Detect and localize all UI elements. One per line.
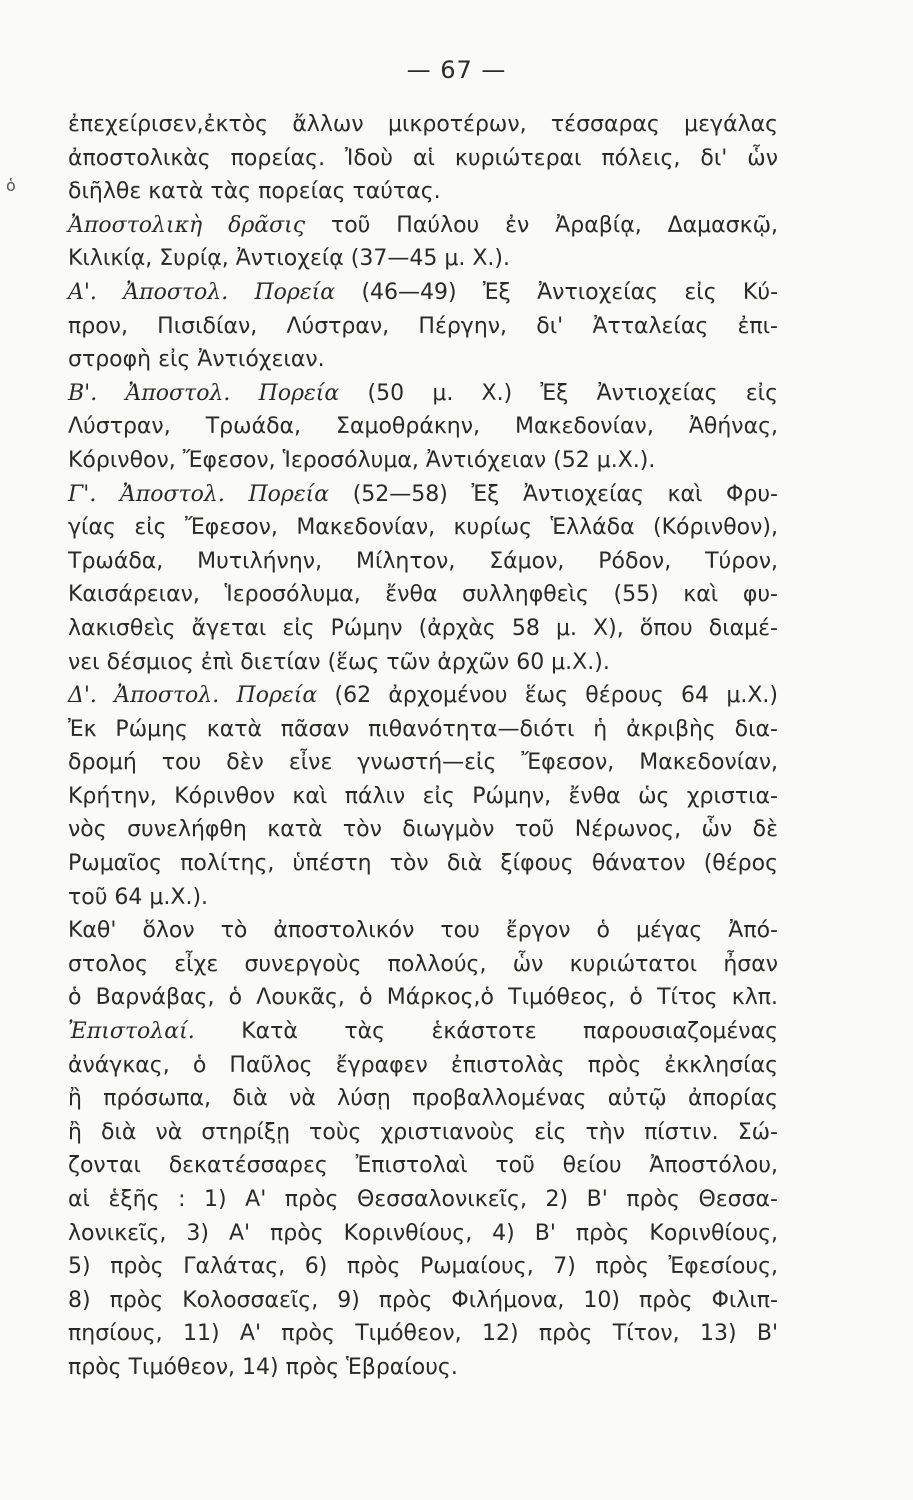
text-line: διῆλθε κατὰ τὰς πορείας ταύτας. (68, 179, 441, 205)
text-line: Καθ' ὅλον τὸ ἀποστολικόν του ἔργον ὁ μέγας Ἀπό- (68, 918, 778, 944)
text-line: Ρωμαῖος πολίτης, ὑπέστη τὸν διὰ ξίφους θάνατον (θέρος (68, 851, 778, 877)
text-line: δρομή του δὲν εἶνε γνωστή—εἰς Ἔφεσον, Μακεδονίαν, (68, 750, 778, 776)
text-line (68, 209, 778, 243)
body-text (68, 108, 778, 1385)
text-line (68, 679, 778, 713)
text-line: ὁ Βαρνάβας, ὁ Λουκᾶς, ὁ Μάρκος,ὁ Τιμόθεος, ὁ Τίτος κλπ. (68, 985, 778, 1011)
text-line: τοῦ 64 μ.Χ.). (68, 884, 209, 910)
text-line: αἱ ἑξῆς : 1) Α' πρὸς Θεσσαλονικεῖς, 2) Β' πρὸς Θεσσα- (68, 1187, 778, 1212)
text-line: λονικεῖς, 3) Α' πρὸς Κορινθίους, 4) Β' πρὸς Κορινθίους, (68, 1220, 778, 1246)
text-line: 8) πρὸς Κολοσσαεῖς, 9) πρὸς Φιλήμονα, 10) πρὸς Φιλιπ- (68, 1287, 778, 1313)
text-line: λακισθεὶς ἄγεται εἰς Ρώμην (ἀρχὰς 58 μ. Χ), ὅπου διαμέ- (68, 615, 778, 641)
text-line: Τρωάδα, Μυτιλήνην, Μίλητον, Σάμον, Ρόδον, Τύρον, (68, 548, 778, 574)
text-line: Κιλικίᾳ, Συρίᾳ, Ἀντιοχείᾳ (37—45 μ. Χ.). (68, 246, 510, 272)
text-line: Κόρινθον, Ἔφεσον, Ἱεροσόλυμα, Ἀντιόχειαν (52 μ.Χ.). (68, 447, 656, 473)
text-run: Κατὰ τὰς ἑκάστοτε παρουσιαζομένας (194, 1019, 778, 1045)
text-line: νὸς συνελήφθη κατὰ τὸν διωγμὸν τοῦ Νέρωνος, ὧν δὲ (68, 817, 778, 843)
italic-heading: Ἀποστολικὴ δρᾶσις (68, 212, 306, 238)
text-line: νει δέσμιος ἐπὶ διετίαν (ἕως τῶν ἀρχῶν 60 μ.Χ.). (68, 649, 610, 675)
text-line: στροφὴ εἰς Ἀντιόχειαν. (68, 347, 325, 373)
italic-heading: Γ'. Ἀποστολ. Πορεία (68, 481, 330, 507)
italic-heading: Ἐπιστολαί. (68, 1019, 195, 1045)
text-line: Κρήτην, Κόρινθον καὶ πάλιν εἰς Ρώμην, ἔνθα ὡς χριστια- (68, 783, 778, 809)
text-line (68, 377, 778, 411)
text-run: (62 ἀρχομένου ἕως θέρους 64 μ.Χ.) (317, 683, 778, 709)
text-line: ἀποστολικὰς πορείας. Ἰδοὺ αἱ κυριώτεραι πόλεις, δι' ὧν (68, 145, 778, 171)
text-line: ζονται δεκατέσσαρες Ἐπιστολαὶ τοῦ θείου Ἀποστόλου, (68, 1153, 778, 1179)
text-run: (52—58) Ἐξ Ἀντιοχείας καὶ Φρυ- (329, 481, 778, 507)
italic-heading: Α'. Ἀποστολ. Πορεία (68, 279, 336, 305)
text-run: τοῦ Παύλου ἐν Ἀραβίᾳ, Δαμασκῷ, (305, 212, 778, 238)
italic-heading: Δ'. Ἀποστολ. Πορεία (68, 683, 318, 709)
margin-note: ὁ (6, 176, 16, 195)
text-run: (50 μ. Χ.) Ἐξ Ἀντιοχείας εἰς (339, 380, 779, 406)
text-line: Λύστραν, Τρωάδα, Σαμοθράκην, Μακεδονίαν, Ἀθήνας, (68, 414, 778, 440)
text-line: στολος εἶχε συνεργοὺς πολλούς, ὧν κυριώτατοι ἦσαν (68, 951, 778, 977)
text-line: πησίους, 11) Α' πρὸς Τιμόθεον, 12) πρὸς Τίτον, 13) Β' (68, 1321, 778, 1347)
text-line: ἢ διὰ νὰ στηρίξῃ τοὺς χριστιανοὺς εἰς τὴν πίστιν. Σώ- (68, 1119, 778, 1145)
text-line: Καισάρειαν, Ἱεροσόλυμα, ἔνθα συλληφθεὶς (55) καὶ φυ- (68, 582, 778, 608)
text-line: Ἐκ Ρώμης κατὰ πᾶσαν πιθανότητα—διότι ἡ ἀκριβὴς δια- (68, 716, 778, 742)
text-line: ἐπεχείρισεν,ἐκτὸς ἄλλων μικροτέρων, τέσσαρας μεγάλας (68, 112, 778, 137)
text-line: 5) πρὸς Γαλάτας, 6) πρὸς Ρωμαίους, 7) πρὸς Ἐφεσίους, (68, 1254, 778, 1280)
text-run: (46—49) Ἐξ Ἀντιοχείας εἰς Κύ- (335, 279, 779, 305)
page-number: — 67 — (406, 56, 507, 84)
text-line: πρὸς Τιμόθεον, 14) πρὸς Ἑβραίους. (68, 1354, 458, 1380)
text-line (68, 1015, 778, 1049)
text-line: ἀνάγκας, ὁ Παῦλος ἔγραφεν ἐπιστολὰς πρὸς ἐκκλησίας (68, 1052, 778, 1078)
text-line (68, 478, 778, 512)
text-line: προν, Πισιδίαν, Λύστραν, Πέργην, δι' Ἀτταλείας ἐπι- (68, 313, 778, 339)
text-line: γίας εἰς Ἔφεσον, Μακεδονίαν, κυρίως Ἑλλάδα (Κόρινθον), (68, 515, 778, 541)
text-line: ἢ πρόσωπα, διὰ νὰ λύσῃ προβαλλομένας αὐτῷ ἀπορίας (68, 1086, 778, 1112)
italic-heading: Β'. Ἀποστολ. Πορεία (68, 380, 340, 406)
text-line (68, 276, 778, 310)
